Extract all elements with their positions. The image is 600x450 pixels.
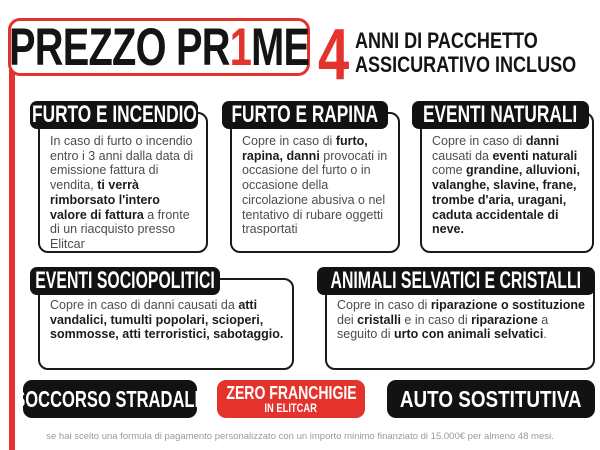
card-body-text: Copre in caso di furto, rapina, danni provocati in occasione del furto o in occasione della circolazione abusiva o nel tentativo di rubare oggetti trasportati — [242, 134, 388, 237]
card-header-furto-e-incendio — [30, 101, 198, 129]
card-title: FURTO E INCENDIO — [31, 101, 197, 128]
card-title: EVENTI SOCIOPOLITICI — [35, 267, 215, 294]
card-body-text: Copre in caso di riparazione o sostituzione dei cristalli e in caso di riparazione a seguito di urto con animali selvatici. — [337, 298, 585, 342]
card-eventi-naturali — [420, 101, 594, 253]
badge-label-line1: ZERO FRANCHIGIE — [225, 382, 357, 403]
card-title: ANIMALI SELVATICI E CRISTALLI — [330, 267, 582, 294]
card-body-text: In caso di furto o incendio entro i 3 anni dalla data di emissione fattura di vendita, ti verrà rimborsato l'intero valore di fattura a fronte di un riacquisto presso Elitcar — [50, 134, 194, 251]
card-furto-e-incendio — [31, 101, 208, 253]
card-animali-selvatici-e-cristalli — [325, 267, 595, 370]
page-title — [8, 17, 310, 77]
badge-label: AUTO SOSTITUTIVA — [400, 385, 582, 412]
badge-label-line2: IN ELITCAR — [264, 400, 318, 415]
card-title: EVENTI NATURALI — [423, 101, 578, 128]
offer-subtitle-line2: ASSICURATIVO INCLUSO — [355, 52, 577, 77]
title-box — [8, 18, 310, 76]
card-header-eventi-naturali — [412, 101, 589, 129]
title-part2: ME — [250, 17, 310, 77]
offer-subtitle — [355, 29, 600, 77]
badge-label: SOCCORSO STRADALE — [14, 385, 206, 412]
card-furto-e-rapina — [230, 101, 400, 253]
card-header-furto-e-rapina — [222, 101, 388, 129]
badge-auto-sostitutiva — [387, 380, 595, 418]
card-header-animali-selvatici-e-cristalli — [317, 267, 595, 295]
badge-soccorso-stradale — [14, 380, 206, 418]
offer-years-number: 4 — [318, 15, 350, 95]
footnote: se hai scelto una formula di pagamento personalizzato con un importo minimo finanziato di 15.000€ per almeno 48 mesi. — [46, 431, 554, 442]
title-highlight-digit: 1 — [229, 17, 251, 77]
title-part1: PREZZO PR — [8, 17, 230, 77]
card-eventi-sociopolitici — [35, 267, 294, 370]
badge-zero-franchigie — [217, 380, 365, 418]
offer-subtitle-line1: ANNI DI PACCHETTO — [355, 28, 538, 53]
card-body-text: Copre in caso di danni causati da atti vandalici, tumulti popolari, scioperi, sommosse, atti terroristici, sabotaggio. — [50, 298, 284, 342]
card-header-eventi-sociopolitici — [30, 267, 220, 295]
card-body-text: Copre in caso di danni causati da eventi naturali come grandine, alluvioni, valanghe, slavine, frane, trombe d'aria, uragani, caduta accidentale di neve. — [432, 134, 580, 237]
card-title: FURTO E RAPINA — [231, 101, 379, 128]
